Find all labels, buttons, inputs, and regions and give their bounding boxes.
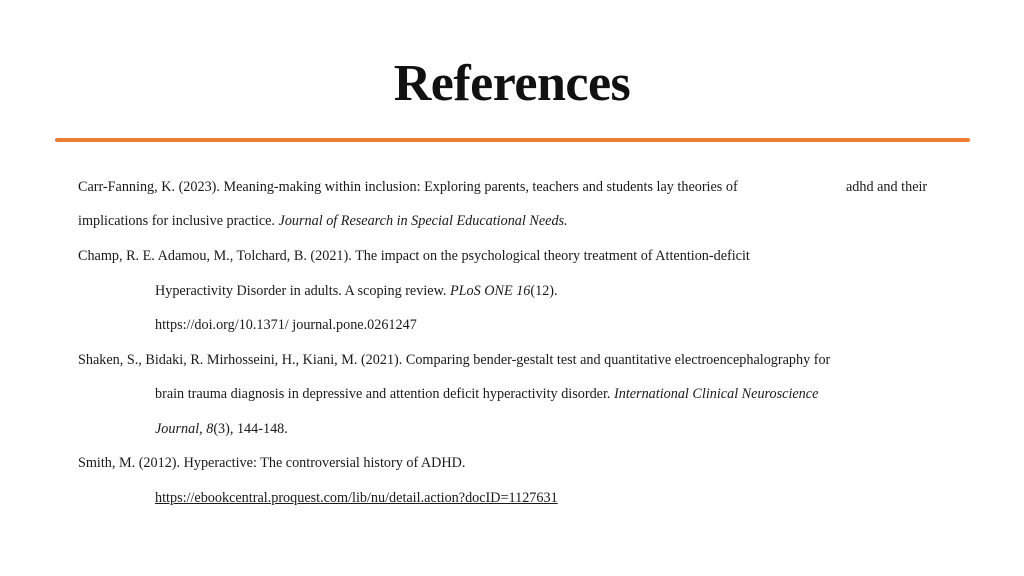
reference-champ-journal: PLoS ONE 16 [449, 283, 531, 299]
reference-carr-line-2 [78, 212, 568, 230]
title-divider [55, 138, 970, 142]
reference-shaken-pages: (3), 144-148. [213, 421, 288, 437]
reference-shaken-line-1: Shaken, S., Bidaki, R. Mirhosseini, H., Kiani, M. (2021). Comparing bender-gestalt test and quantitative electroencephalography for [78, 352, 831, 368]
reference-champ-text: Hyperactivity Disorder in adults. A scoping review. [155, 283, 450, 299]
reference-champ-issue: (12). [530, 283, 558, 299]
reference-shaken-line-3 [155, 420, 288, 438]
reference-champ-doi: https://doi.org/10.1371/ journal.pone.0261247 [155, 317, 417, 333]
reference-shaken-text: brain trauma diagnosis in depressive and attention deficit hyperactivity disorder. [155, 386, 614, 402]
reference-shaken-journal-volume: Journal, 8 [155, 421, 214, 437]
reference-shaken-line-2 [155, 385, 818, 403]
reference-smith-link[interactable]: https://ebookcentral.proquest.com/lib/nu/detail.action?docID=1127631 [155, 490, 558, 506]
reference-carr-journal: Journal of Research in Special Educational Needs. [278, 213, 568, 229]
reference-smith-line-1: Smith, M. (2012). Hyperactive: The controversial history of ADHD. [78, 455, 466, 471]
reference-champ-line-1: Champ, R. E. Adamou, M., Tolchard, B. (2021). The impact on the psychological theory treatment of Attention-deficit [78, 248, 750, 264]
reference-champ-line-2 [155, 282, 558, 300]
reference-carr-line-1-tail: adhd and their [846, 179, 928, 195]
page-title: References [393, 55, 631, 112]
reference-carr-text: implications for inclusive practice. [78, 213, 279, 229]
reference-carr-line-1: Carr-Fanning, K. (2023). Meaning-making within inclusion: Exploring parents, teachers and students lay theories of [78, 179, 738, 195]
reference-shaken-journal: International Clinical Neuroscience [614, 386, 819, 402]
